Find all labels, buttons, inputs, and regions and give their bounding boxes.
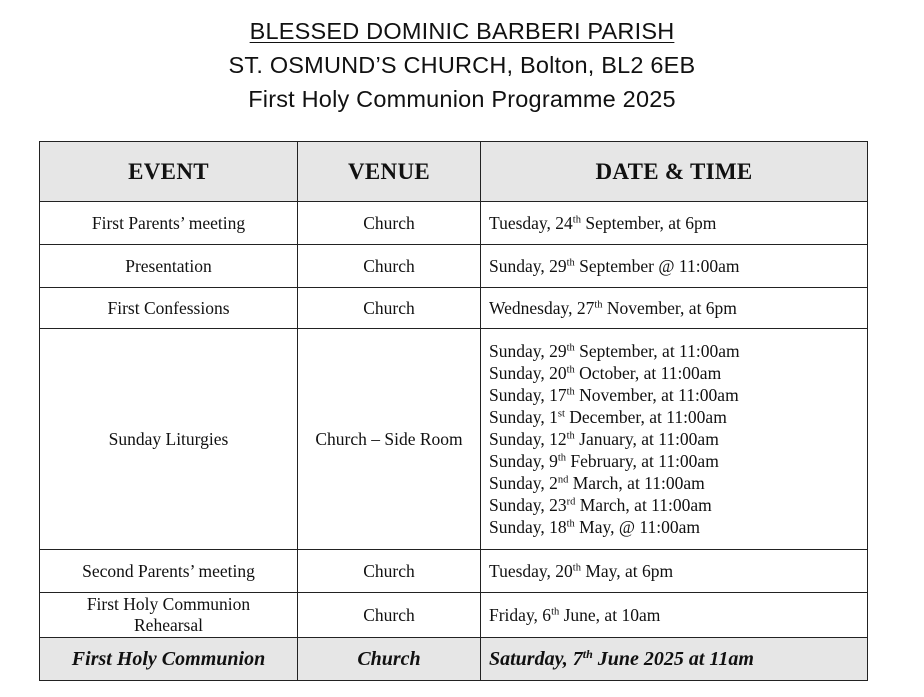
venue-cell: Church — [298, 550, 481, 593]
table-row — [40, 593, 868, 638]
table-row — [40, 329, 868, 550]
date-list-cell — [481, 329, 868, 550]
table-row — [40, 245, 868, 288]
venue-cell: Church – Side Room — [298, 329, 481, 550]
highlight-row — [40, 638, 868, 681]
list-item: Sunday, 17th November, at 11:00am — [489, 385, 739, 405]
list-item: Sunday, 29th September, at 11:00am — [489, 341, 740, 361]
list-item: Sunday, 20th October, at 11:00am — [489, 363, 722, 383]
date-cell: Saturday, 7th June 2025 at 11am — [481, 638, 868, 681]
list-item: Sunday, 23rd March, at 11:00am — [489, 495, 712, 515]
table-row — [40, 288, 868, 329]
table-row — [40, 550, 868, 593]
event-cell: Second Parents’ meeting — [40, 550, 298, 593]
event-cell: First Holy Communion — [40, 638, 298, 681]
venue-cell: Church — [298, 202, 481, 245]
list-item: Sunday, 18th May, @ 11:00am — [489, 517, 700, 537]
event-cell: Presentation — [40, 245, 298, 288]
programme-table — [39, 141, 868, 681]
list-item: Sunday, 12th January, at 11:00am — [489, 429, 719, 449]
date-cell: Sunday, 29th September @ 11:00am — [481, 245, 868, 288]
church-address: ST. OSMUND’S CHURCH, Bolton, BL2 6EB — [228, 52, 696, 78]
column-header-event: EVENT — [40, 142, 298, 202]
venue-cell: Church — [298, 245, 481, 288]
venue-cell: Church — [298, 288, 481, 329]
date-cell: Tuesday, 20th May, at 6pm — [481, 550, 868, 593]
date-cell: Tuesday, 24th September, at 6pm — [481, 202, 868, 245]
column-header-venue: VENUE — [298, 142, 481, 202]
venue-cell: Church — [298, 593, 481, 638]
event-cell: First Holy Communion Rehearsal — [40, 593, 298, 638]
event-cell: First Parents’ meeting — [40, 202, 298, 245]
table-row — [40, 202, 868, 245]
column-header-date-time: DATE & TIME — [481, 142, 868, 202]
event-cell: First Confessions — [40, 288, 298, 329]
parish-name: BLESSED DOMINIC BARBERI PARISH — [249, 18, 675, 44]
event-cell: Sunday Liturgies — [40, 329, 298, 550]
list-item: Sunday, 2nd March, at 11:00am — [489, 473, 705, 493]
table-header-row — [40, 142, 868, 202]
venue-cell: Church — [298, 638, 481, 681]
document-header — [0, 14, 924, 116]
programme-title: First Holy Communion Programme 2025 — [248, 86, 676, 112]
list-item: Sunday, 9th February, at 11:00am — [489, 451, 719, 471]
date-cell: Wednesday, 27th November, at 6pm — [481, 288, 868, 329]
date-cell: Friday, 6th June, at 10am — [481, 593, 868, 638]
list-item: Sunday, 1st December, at 11:00am — [489, 407, 727, 427]
